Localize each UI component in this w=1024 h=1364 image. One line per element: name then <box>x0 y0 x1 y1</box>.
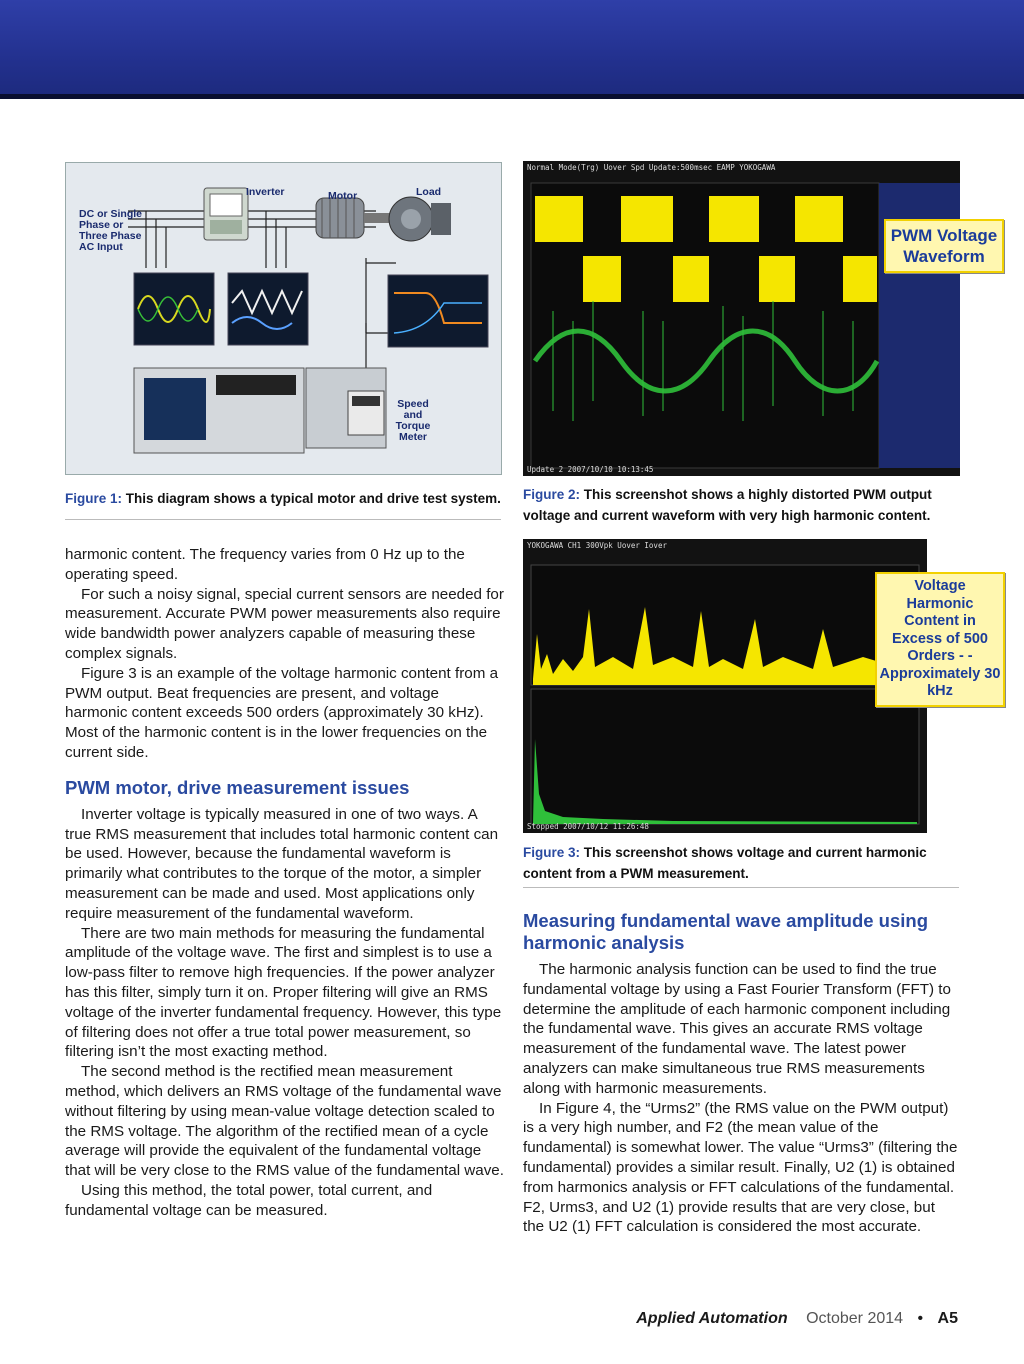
figure3-caption <box>523 842 943 884</box>
footer-publication: Applied Automation <box>636 1310 788 1327</box>
figure2-caption <box>523 484 953 526</box>
figure1-caption <box>65 488 505 509</box>
figure1-motor-label: Motor <box>328 190 358 202</box>
figure1-caption-text: This diagram shows a typical motor and drive test system. <box>125 491 501 506</box>
figure1-rule <box>65 519 501 520</box>
page-footer <box>636 1310 958 1328</box>
left-para-3: Figure 3 is an example of the voltage harmonic content from a PWM output. Beat frequencies are present, and voltage harmonic content exceeds 500 orders (approximately 30 kHz). Most of the harmonic content is in the lower frequencies on the current side. <box>65 664 499 761</box>
figure1-load-label: Load <box>416 186 442 198</box>
footer-page-number: A5 <box>937 1310 958 1327</box>
right-column <box>523 898 959 1237</box>
figure1-inverter-label: Inverter <box>246 186 285 198</box>
figure2-label: Figure 2: <box>523 487 581 502</box>
figure1-label: Figure 1: <box>65 491 123 506</box>
figure3-spectrum <box>523 539 927 833</box>
figure3-scope-footer: Stopped 2007/10/12 11:26:48 <box>527 822 649 831</box>
figure3-rule <box>523 887 959 888</box>
right-para-2: In Figure 4, the “Urms2” (the RMS value on the PWM output) is a very high number, and F2 (the mean value of the fundamental) is somewhat lower. The value “Urms3” (filtering the fundamental) provides a similar result. Finally, U2 (1) is obtained from harmonics analysis or FFT calculations of the fundamental. F2, Urms3, and U2 (1) provide results that are very close, but the U2 (1) FFT calculation is considered the most accurate. <box>523 1099 958 1236</box>
figure3-scope-screenshot <box>523 539 927 833</box>
left-para-7: Using this method, the total power, total current, and fundamental voltage can be measured. <box>65 1181 433 1219</box>
footer-bullet: • <box>917 1310 924 1327</box>
left-para-2: For such a noisy signal, special current sensors are needed for measurement. Accurate PWM power measurements also require wide bandwidth power analyzers capable of measuring these complex signals. <box>65 585 504 662</box>
figure3-scope-header: YOKOGAWA CH1 300Vpk Uover Iover <box>527 541 667 550</box>
left-para-6: The second method is the rectified mean measurement method, which delivers an RMS voltage of the fundamental wave without filtering by using mean-value voltage detection scaled to the RMS voltage. The algorithm of the rectified mean of a cycle average will provide the equivalent of the fundamental voltage that will be very close to the RMS value of the fundamental wave. <box>65 1063 504 1180</box>
header-rule <box>0 94 1024 99</box>
figure2-callout: PWM Voltage Waveform <box>884 219 1004 273</box>
figure1-diagram <box>65 162 502 475</box>
right-para-1: The harmonic analysis function can be used to find the true fundamental voltage by using a Fast Fourier Transform (FFT) to determine the amplitude of each harmonic component including the fundamental wave. This gives an accurate RMS voltage measurement of the fundamental wave. The latest power analyzers can make simultaneous true RMS measurements along with harmonic measurements. <box>523 961 951 1097</box>
left-column <box>65 545 505 1221</box>
figure2-scope-header: Normal Mode(Trg) Uover Spd Update:500msec EAMP YOKOGAWA <box>527 163 776 172</box>
left-para-5: There are two main methods for measuring the fundamental amplitude of the voltage wave. The first and simplest is to use a low-pass filter to remove high frequencies. If the power analyzer has this filter, simply turn it on. Proper filtering will give an RMS voltage of the inverter fundamental frequency. However, this type of filtering does not offer a true total power measurement, so filtering isn’t the most exacting method. <box>65 924 502 1061</box>
figure3-caption-text: This screenshot shows voltage and current harmonic content from a PWM measurement. <box>523 845 927 881</box>
footer-date: October 2014 <box>806 1310 904 1327</box>
figure3-callout: Voltage Harmonic Content in Excess of 500 Orders - - Approximately 30 kHz <box>875 572 1005 707</box>
header-banner <box>0 0 1024 96</box>
figure2-scope-screenshot <box>523 161 960 476</box>
figure2-scope-footer: Update 2 2007/10/10 10:13:45 <box>527 465 654 474</box>
right-heading: Measuring fundamental wave amplitude using harmonic analysis <box>523 910 929 953</box>
figure1-meter-label: Speed and Torque Meter <box>395 398 431 443</box>
figure2-waveforms <box>523 161 960 476</box>
left-para-4: Inverter voltage is typically measured in one of two ways. A true RMS measurement that includes total harmonic content can be used. However, because the fundamental waveform is primarily what contributes to the torque of the motor, a simpler measurement can be made and used. Most applications only require measurement of the fundamental waveform. <box>65 805 499 922</box>
figure3-label: Figure 3: <box>523 845 581 860</box>
left-para-1: harmonic content. The frequency varies from 0 Hz up to the operating speed. <box>65 546 465 583</box>
left-heading: PWM motor, drive measurement issues <box>65 776 410 798</box>
figure1-input-label: DC or Single Phase or Three Phase AC Input <box>79 208 143 253</box>
figure2-caption-text: This screenshot shows a highly distorted PWM output voltage and current waveform with very high harmonic content. <box>523 487 932 523</box>
